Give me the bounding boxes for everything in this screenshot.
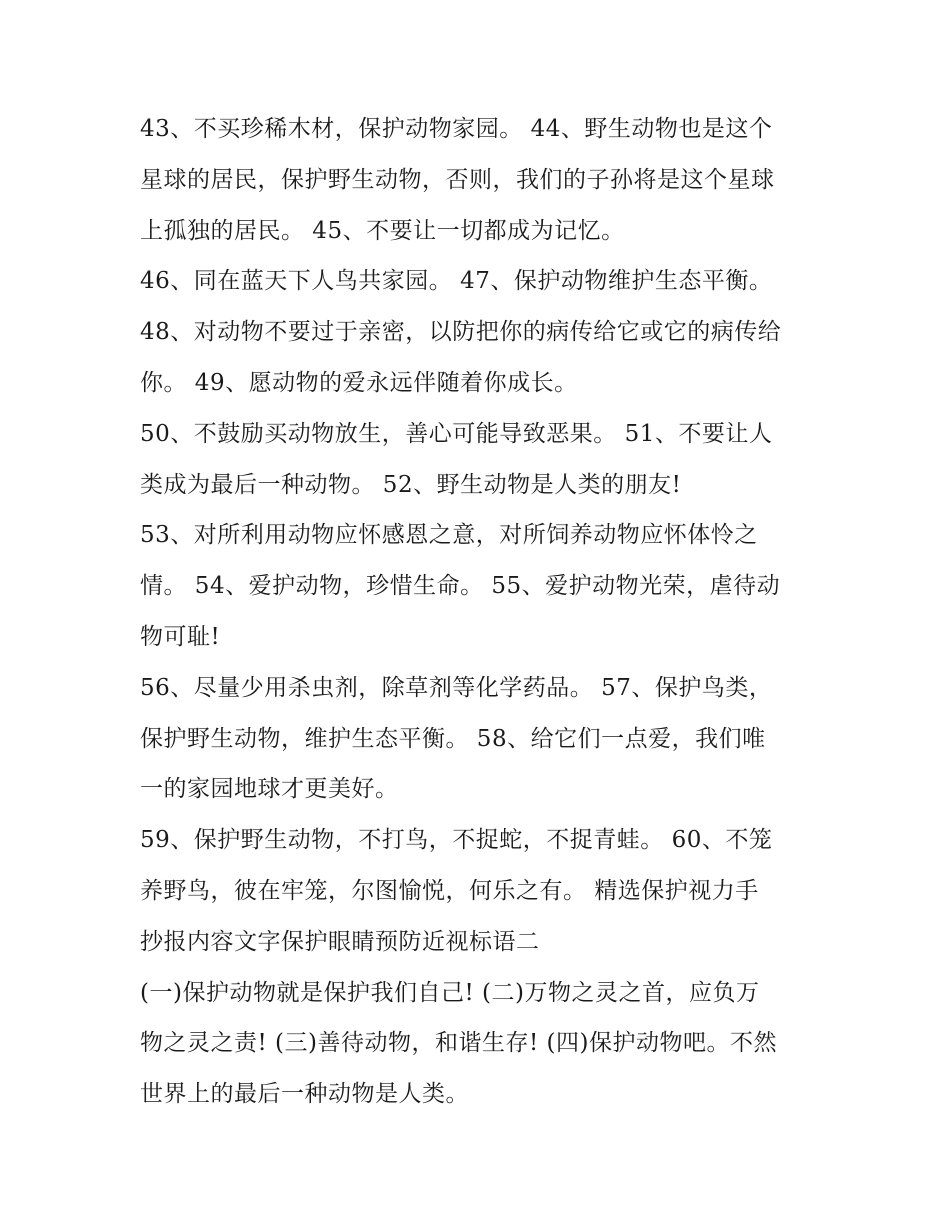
paragraph-50-52 — [140, 409, 820, 511]
paragraph-56-58 — [140, 663, 820, 815]
text-line: 48、对动物不要过于亲密，以防把你的病传给它或它的病传给 — [140, 319, 782, 346]
document-body — [140, 104, 820, 1120]
text-line: (一)保护动物就是保护我们自己! (二)万物之灵之首，应负万 — [140, 979, 760, 1006]
text-line: 星球的居民，保护野生动物，否则，我们的子孙将是这个星球 — [140, 166, 775, 193]
text-line: 46、同在蓝天下人鸟共家园。 47、保护动物维护生态平衡。 — [140, 268, 773, 295]
text-line: 50、不鼓励买动物放生，善心可能导致恶果。 51、不要让人 — [140, 420, 773, 447]
paragraph-slogans-two — [140, 968, 820, 1120]
paragraph-53-55 — [140, 510, 820, 662]
paragraph-59-60 — [140, 815, 820, 967]
text-line: 物之灵之责! (三)善待动物，和谐生存! (四)保护动物吧。不然 — [140, 1030, 777, 1057]
text-line: 你。 49、愿动物的爱永远伴随着你成长。 — [140, 369, 578, 396]
text-line: 世界上的最后一种动物是人类。 — [140, 1081, 469, 1108]
text-line: 43、不买珍稀木材，保护动物家园。 44、野生动物也是这个 — [140, 116, 773, 142]
text-line: 59、保护野生动物，不打鸟，不捉蛇，不捉青蛙。 60、不笼 — [140, 827, 773, 854]
text-line: 53、对所利用动物应怀感恩之意，对所饲养动物应怀体怜之 — [140, 522, 758, 549]
text-line: 上孤独的居民。 45、不要让一切都成为记忆。 — [140, 217, 625, 244]
text-line: 情。 54、爱护动物，珍惜生命。 55、爱护动物光荣，虐待动 — [140, 573, 781, 600]
text-line: 保护野生动物，维护生态平衡。 58、给它们一点爱，我们唯 — [140, 725, 766, 752]
text-line: 抄报内容文字保护眼睛预防近视标语二 — [140, 928, 540, 955]
paragraph-46-47 — [140, 256, 820, 307]
text-line: 一的家园地球才更美好。 — [140, 776, 399, 803]
text-line: 养野鸟，彼在牢笼，尔图愉悦，何乐之有。 精选保护视力手 — [140, 877, 759, 904]
text-line: 类成为最后一种动物。 52、野生动物是人类的朋友! — [140, 471, 682, 498]
text-line: 物可耻! — [140, 623, 221, 650]
text-line: 56、尽量少用杀虫剂，除草剂等化学药品。 57、保护鸟类， — [140, 674, 773, 701]
paragraph-48-49 — [140, 307, 820, 409]
paragraph-43-45 — [140, 104, 820, 256]
